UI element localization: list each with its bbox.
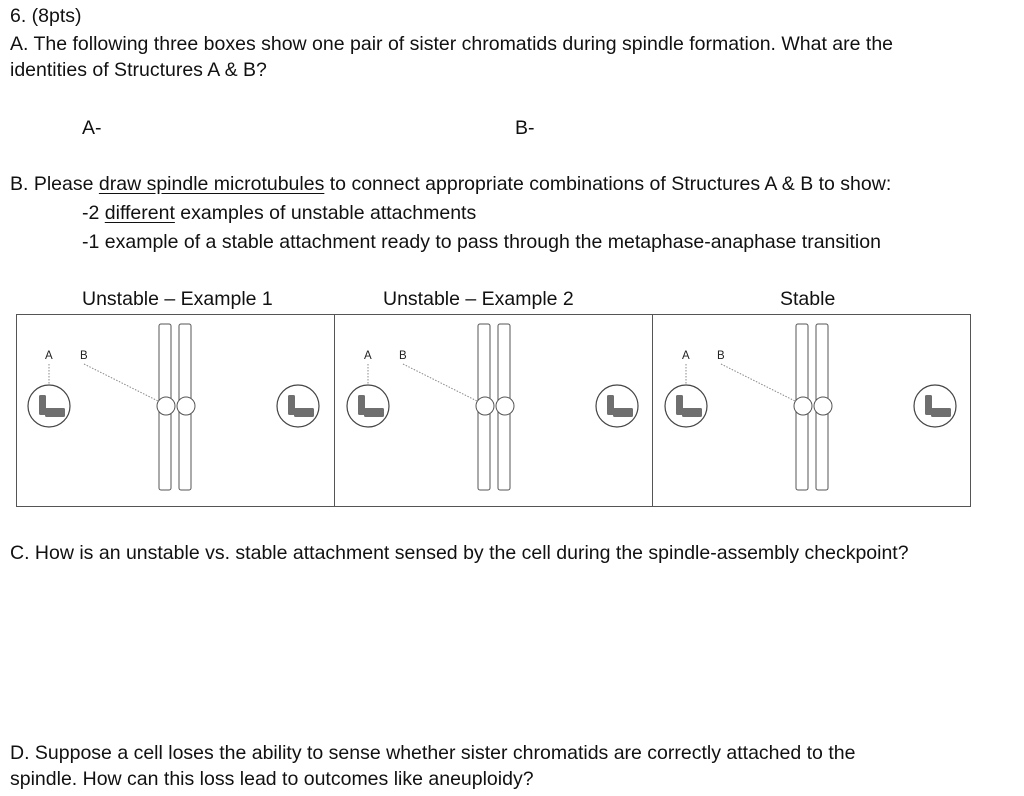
panel-3-pointer-b (721, 364, 797, 402)
panel-1-sister-chromatids (157, 324, 195, 490)
panel-2-label-a: A (364, 350, 372, 362)
panel-2-left-centrosome (347, 385, 389, 427)
panel-1-content (28, 324, 319, 490)
part-d-question-line-1: D. Suppose a cell loses the ability to sense whether sister chromatids are correctly attached to the (10, 742, 856, 764)
panel-1-label-a: A (45, 350, 53, 362)
panel-3-sister-chromatids (794, 324, 832, 490)
item1-prefix: -2 (82, 202, 105, 224)
part-b-underlined: draw spindle microtubules (98, 173, 325, 195)
panel-2-pointer-b (403, 364, 479, 402)
panel-3-title: Stable (780, 288, 836, 310)
part-d-question-line-2: spindle. How can this loss lead to outcomes like aneuploidy? (10, 768, 534, 790)
part-b-item-2: -1 example of a stable attachment ready to pass through the metaphase-anaphase transition (82, 231, 881, 253)
panel-1-title: Unstable – Example 1 (82, 288, 273, 310)
answer-a-label: A- (82, 117, 102, 139)
item1-underlined: different (104, 202, 175, 224)
panel-3-label-b: B (717, 350, 725, 362)
panel-1-left-centrosome (28, 385, 70, 427)
panel-3-label-a: A (682, 350, 690, 362)
part-b-prefix: B. Please (10, 173, 99, 195)
panel-2-content (347, 324, 638, 490)
panel-3-content (665, 324, 956, 490)
part-a-question: A. The following three boxes show one pair of sister chromatids during spindle formation. What are the (10, 33, 894, 55)
panel-1-right-centrosome (277, 385, 319, 427)
question-number: 6. (8pts) (10, 5, 82, 27)
panel-1-pointer-b (84, 364, 160, 402)
panel-2-title: Unstable – Example 2 (383, 288, 574, 310)
part-b-suffix: to connect appropriate combinations of Structures A & B to show: (324, 173, 892, 195)
panel-3-right-centrosome (914, 385, 956, 427)
part-c-question: C. How is an unstable vs. stable attachment sensed by the cell during the spindle-assembly checkpoint? (10, 542, 909, 564)
panel-1-label-b: B (80, 350, 88, 362)
part-a-question-cont: identities of Structures A & B? (10, 59, 267, 81)
panel-3-left-centrosome (665, 385, 707, 427)
answer-b-label: B- (515, 117, 535, 139)
panel-2-sister-chromatids (476, 324, 514, 490)
panel-2-right-centrosome (596, 385, 638, 427)
item1-suffix: examples of unstable attachments (174, 202, 477, 224)
panel-2-label-b: B (399, 350, 407, 362)
